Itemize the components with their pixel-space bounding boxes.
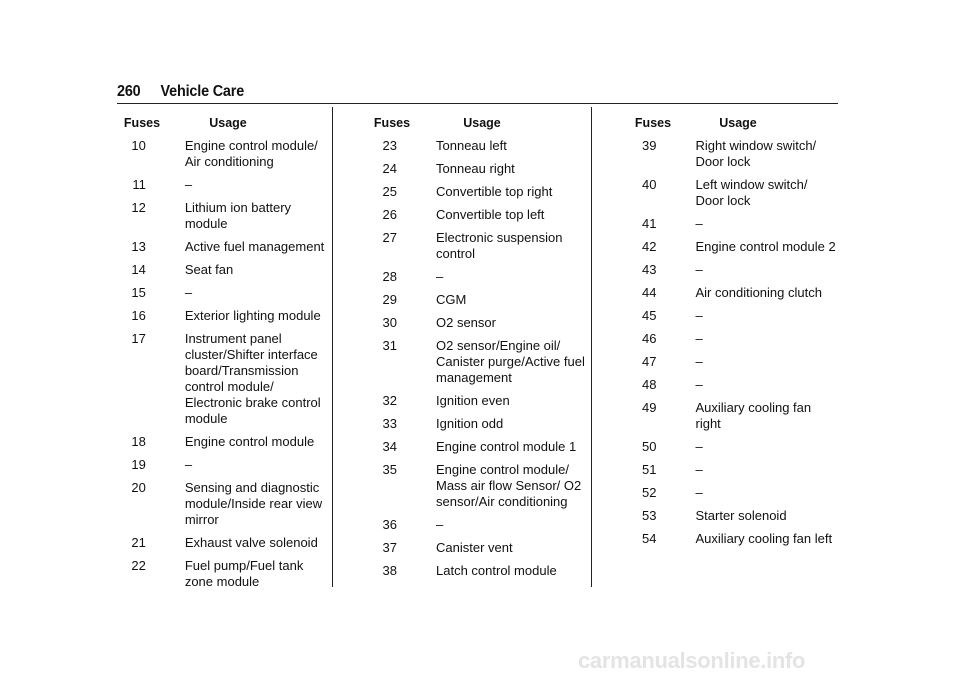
table-row [117, 308, 329, 324]
fuse-number: 38 [382, 563, 397, 578]
table-row [628, 354, 838, 370]
table-row [117, 457, 329, 473]
table-row [367, 315, 587, 331]
fuse-number: 40 [642, 177, 657, 192]
fuse-number: 37 [382, 540, 397, 555]
column-divider [332, 107, 333, 587]
fuse-usage: Auxiliary cooling fan left [695, 531, 833, 546]
table-row [117, 434, 329, 450]
fuse-usage: Latch control module [436, 563, 557, 578]
usage-column-header: Usage [209, 116, 247, 130]
fuses-column-header: Fuses [634, 116, 672, 130]
fuse-usage: – [695, 354, 703, 369]
table-row [117, 239, 329, 255]
table-row [367, 540, 587, 556]
table-row [367, 393, 587, 409]
fuse-table-column-2 [367, 116, 587, 586]
fuse-usage: – [695, 216, 703, 231]
fuse-number: 20 [131, 480, 146, 495]
fuse-number: 21 [131, 535, 146, 550]
fuse-usage: Tonneau right [436, 161, 515, 176]
fuse-number: 13 [131, 239, 146, 254]
fuse-usage: Ignition even [436, 393, 510, 408]
fuse-number: 27 [382, 230, 397, 245]
fuse-number: 30 [382, 315, 397, 330]
table-row [628, 400, 838, 432]
fuse-number: 34 [382, 439, 397, 454]
fuse-usage: Exterior lighting module [184, 308, 321, 323]
fuse-usage: Active fuel management [184, 239, 325, 254]
table-row [367, 292, 587, 308]
table-header [628, 116, 838, 130]
fuse-usage: – [695, 262, 703, 277]
fuse-usage: Instrument panel cluster/Shifter interface board/Transmission control module/ Electronic brake control module [184, 331, 321, 426]
table-row [628, 262, 838, 278]
fuse-usage: Convertible top left [436, 207, 545, 222]
table-row [367, 439, 587, 455]
fuse-number: 10 [131, 138, 146, 153]
fuse-usage: – [695, 331, 703, 346]
fuse-number: 23 [382, 138, 397, 153]
fuse-number: 36 [382, 517, 397, 532]
fuse-usage: Engine control module 2 [695, 239, 836, 254]
fuse-usage: CGM [436, 292, 467, 307]
fuse-usage: – [695, 308, 703, 323]
table-row [367, 138, 587, 154]
fuse-usage: – [695, 485, 703, 500]
fuse-number: 49 [642, 400, 657, 415]
fuse-number: 52 [642, 485, 657, 500]
table-row [628, 308, 838, 324]
fuse-usage: Engine control module/ Mass air flow Sensor/ O2 sensor/Air conditioning [436, 462, 582, 509]
section-title: Vehicle Care [160, 83, 245, 100]
table-row [367, 517, 587, 533]
fuses-column-header: Fuses [373, 116, 411, 130]
table-row [628, 177, 838, 209]
fuse-usage: O2 sensor/Engine oil/ Canister purge/Active fuel management [436, 338, 585, 385]
fuse-number: 32 [382, 393, 397, 408]
fuse-table-column-1 [117, 116, 329, 597]
table-row [367, 462, 587, 510]
table-row [628, 239, 838, 255]
fuse-usage: – [695, 439, 703, 454]
fuse-number: 29 [382, 292, 397, 307]
fuse-usage: Auxiliary cooling fan right [695, 400, 812, 431]
fuse-usage: Tonneau left [436, 138, 507, 153]
table-row [117, 331, 329, 427]
table-row [367, 230, 587, 262]
fuse-usage: Canister vent [436, 540, 513, 555]
table-row [367, 416, 587, 432]
table-row [628, 485, 838, 501]
fuse-usage: – [436, 517, 444, 532]
table-row [117, 535, 329, 551]
fuse-usage: Right window switch/ Door lock [695, 138, 817, 169]
table-row [367, 161, 587, 177]
fuse-number: 16 [131, 308, 146, 323]
fuse-usage: Sensing and diagnostic module/Inside rear view mirror [184, 480, 323, 527]
fuse-number: 53 [642, 508, 657, 523]
page-header [117, 83, 244, 101]
fuse-number: 22 [131, 558, 146, 573]
fuse-usage: Left window switch/ Door lock [695, 177, 808, 208]
table-row [117, 285, 329, 301]
table-row [628, 331, 838, 347]
fuse-usage: – [695, 377, 703, 392]
table-header [367, 116, 587, 130]
fuse-number: 12 [131, 200, 146, 215]
fuse-usage: Air conditioning clutch [695, 285, 822, 300]
fuse-usage: Exhaust valve solenoid [184, 535, 318, 550]
usage-column-header: Usage [719, 116, 757, 130]
table-header [117, 116, 329, 130]
column-divider [591, 107, 592, 587]
table-row [117, 177, 329, 193]
usage-column-header: Usage [463, 116, 501, 130]
fuse-number: 11 [132, 177, 146, 192]
fuse-usage: – [695, 462, 703, 477]
watermark: carmanualsonline.info [578, 648, 806, 673]
fuse-number: 47 [642, 354, 657, 369]
table-row [628, 285, 838, 301]
fuse-number: 51 [642, 462, 657, 477]
fuse-number: 24 [382, 161, 397, 176]
fuse-usage: Engine control module [184, 434, 315, 449]
fuse-usage: – [184, 457, 193, 472]
fuse-number: 19 [131, 457, 146, 472]
fuse-number: 17 [131, 331, 146, 346]
fuse-number: 54 [642, 531, 657, 546]
fuse-number: 25 [382, 184, 397, 199]
table-row [367, 207, 587, 223]
table-row [367, 184, 587, 200]
fuse-usage: Lithium ion battery module [184, 200, 292, 231]
fuse-number: 15 [131, 285, 146, 300]
fuse-usage: – [184, 177, 193, 192]
table-row [117, 138, 329, 170]
table-row [628, 439, 838, 455]
table-row [367, 338, 587, 386]
page-number: 260 [117, 83, 141, 100]
fuse-usage: Engine control module/ Air conditioning [184, 138, 318, 169]
fuse-number: 43 [642, 262, 657, 277]
fuse-number: 41 [642, 216, 657, 231]
fuse-number: 39 [642, 138, 657, 153]
fuse-number: 26 [382, 207, 397, 222]
fuses-column-header: Fuses [123, 116, 161, 130]
fuse-number: 44 [642, 285, 657, 300]
fuse-usage: – [184, 285, 193, 300]
fuse-table-column-3 [628, 116, 838, 554]
table-row [628, 138, 838, 170]
fuse-usage: Engine control module 1 [436, 439, 577, 454]
fuse-usage: Ignition odd [436, 416, 504, 431]
table-row [117, 262, 329, 278]
table-row [628, 216, 838, 232]
table-row [628, 531, 838, 547]
table-row [628, 462, 838, 478]
fuse-number: 48 [642, 377, 657, 392]
table-row [367, 563, 587, 579]
fuse-number: 50 [642, 439, 657, 454]
fuse-usage: Fuel pump/Fuel tank zone module [184, 558, 304, 589]
fuse-number: 31 [382, 338, 397, 353]
header-rule [117, 103, 838, 104]
fuse-number: 18 [131, 434, 146, 449]
fuse-number: 45 [642, 308, 657, 323]
fuse-usage: – [436, 269, 444, 284]
fuse-number: 35 [382, 462, 397, 477]
fuse-usage: Electronic suspension control [436, 230, 563, 261]
table-row [367, 269, 587, 285]
fuse-usage: Convertible top right [436, 184, 553, 199]
fuse-number: 28 [382, 269, 397, 284]
fuse-number: 14 [131, 262, 146, 277]
fuse-number: 33 [382, 416, 397, 431]
table-row [117, 480, 329, 528]
fuse-number: 42 [642, 239, 657, 254]
table-row [117, 558, 329, 590]
fuse-number: 46 [642, 331, 657, 346]
table-row [628, 508, 838, 524]
table-row [628, 377, 838, 393]
fuse-usage: O2 sensor [436, 315, 496, 330]
fuse-usage: Seat fan [184, 262, 234, 277]
table-row [117, 200, 329, 232]
fuse-usage: Starter solenoid [695, 508, 787, 523]
